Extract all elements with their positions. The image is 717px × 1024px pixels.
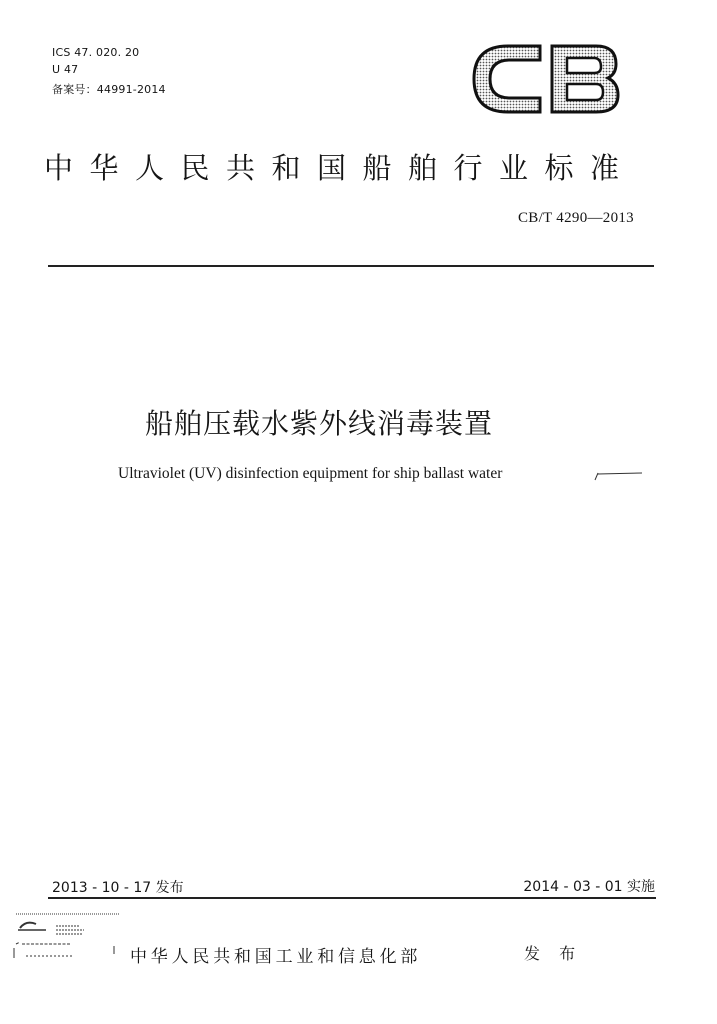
cb-logo-icon [470, 40, 622, 118]
document-title-chinese: 船舶压载水紫外线消毒装置 [145, 407, 494, 440]
ics-code: ICS 47. 020. 20 [52, 46, 140, 59]
distribution-stamp-icon [12, 908, 124, 970]
publisher-name: 中华人民共和国工业和信息化部 [130, 947, 422, 967]
document-title-english: Ultraviolet (UV) disinfection equipment for ship ballast water [118, 465, 503, 482]
bottom-divider [48, 897, 656, 899]
top-divider [48, 265, 654, 267]
filing-number: 备案号：44991-2014 [52, 83, 166, 96]
classification-code: U 47 [52, 63, 79, 76]
release-label: 发 布 [524, 944, 583, 963]
organization-title: 中华人民共和国船舶行业标准 [44, 151, 636, 185]
standard-number: CB/T 4290—2013 [517, 210, 634, 226]
scan-mark-icon [592, 471, 648, 481]
issue-date: 2013 - 10 - 17 发布 [52, 880, 184, 896]
implementation-date: 2014 - 03 - 01 实施 [523, 879, 655, 895]
